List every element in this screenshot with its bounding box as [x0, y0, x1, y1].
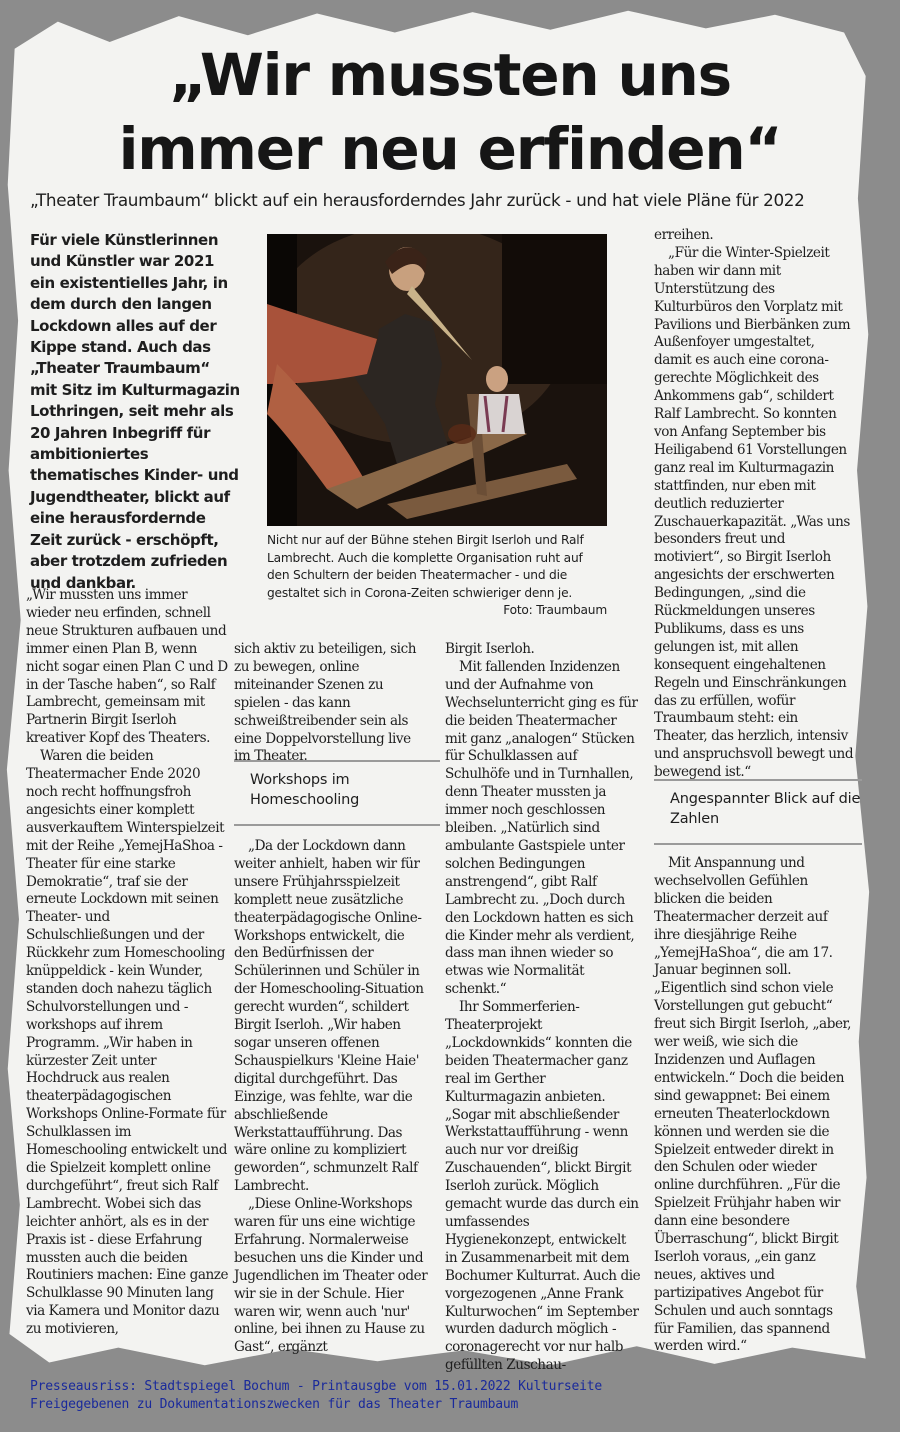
photo-caption	[267, 532, 607, 620]
column-2	[234, 838, 430, 1357]
subheadline: „Theater Traumbaum“ blickt auf ein herausforderndes Jahr zurück - und hat viele Pläne für 2022	[30, 190, 805, 210]
paragraph: „Wir mussten uns immer wieder neu erfinden, schnell neue Strukturen aufbauen und immer einen Plan B, wenn nicht sogar einen Plan C und D in der Tasche haben“, so Ralf Lambrecht, gemeinsam mit Partnerin Birgit Iserloh kreativer Kopf des Theaters.	[26, 587, 228, 747]
photo-credit: Foto: Traumbaum	[503, 603, 607, 618]
headline-line-2: immer neu erfinden“	[118, 115, 782, 183]
paragraph: „Diese Online-Workshops waren für uns eine wichtige Erfahrung. Normalerweise besuchen uns die Kinder und Jugendlichen im Theater oder wir sie in der Schule. Hier waren wir, wenn auch 'nur' online, bei ihnen zu Hause zu Gast“, ergänzt	[234, 1196, 428, 1356]
paragraph: Ihr Sommerferien-Theaterprojekt „Lockdownkids“ konnten die beiden Theatermacher ganz real im Gerther Kulturmagazin anbieten. „Sogar mit abschließender Werkstattaufführung - wenn auch nur vor dreißig Zuschauenden“, blickt Birgit Iserloh zurück. Möglich gemacht wurde das durch ein umfassendes Hygienekonzept, entwickelt in Zusammenarbeit mit dem Bochumer Kulturrat. Auch die vorgezogenen „Anne Frank Kulturwochen“ im September wurden dadurch möglich - coronagerecht vor nur halb gefüllten Zuschau-	[445, 999, 641, 1374]
column-3	[445, 641, 641, 1375]
stage-photo	[267, 234, 607, 526]
paragraph: sich aktiv zu beteiligen, sich zu bewegen, online miteinander Szenen zu spielen - das kann schweißtreibender sein als eine Doppelvorstellung live im Theater.	[234, 641, 417, 765]
paragraph: Mit fallenden Inzidenzen und der Aufnahme von Wechselunterricht ging es für die beiden Theatermacher mit ganz „analogen“ Stücken für Schulklassen auf Schulhöfe und in Turnhallen, denn Theater mussten ja immer noch geschlossen bleiben. „Natürlich sind ambulante Gastspiele unter solchen Bedingungen anstrengend“, gibt Ralf Lambrecht zu. „Doch durch den Lockdown hatten es sich die Kinder mehr als verdient, dass man ihnen wieder so etwas wie Normalität schenkt.“	[445, 658, 638, 998]
lead-paragraph: Für viele Künstlerinnen und Künstler war 2021 ein existentielles Jahr, in dem durch den langen Lockdown alles auf der Kippe stand. Auch das „Theater Traumbaum“ mit Sitz im Kulturmagazin Lothringen, seit mehr als 20 Jahren Inbegriff für ambitioniertes thematisches Kinder- und Jugendtheater, blickt auf eine herausfordernde Zeit zurück - erschöpft, aber trotzdem zufrieden und dankbar.	[30, 231, 240, 592]
subheading-workshops: Workshops im Homeschooling	[234, 760, 440, 826]
caption-text: Nicht nur auf der Bühne stehen Birgit Iserloh und Ralf Lambrecht. Auch die komplette Organisation ruht auf den Schultern der beiden Theatermacher - und die gestaltet sich in Corona-Zeiten schwieriger denn je.	[267, 533, 584, 600]
column-2-top	[234, 641, 430, 766]
subheading-outlook: Angespannter Blick auf die Zahlen	[654, 779, 862, 845]
paragraph: Mit Anspannung und wechselvollen Gefühlen blicken die beiden Theatermacher derzeit auf ihre diesjährige Reihe „YemejHaShoa“, die am 17. Januar beginnen soll. „Eigentlich sind schon viele Vorstellungen gut gebucht“ freut sich Birgit Iserloh, „aber, wer weiß, wie sich die Inzidenzen und Auflagen entwickeln.“ Doch die beiden sind gewappnet: Bei einem erneuten Theaterlockdown können und werden sie die Spielzeit entweder direkt in den Schulen oder wieder online durchführen. „Für die Spielzeit Frühjahr haben wir dann eine besondere Überraschung“, blickt Birgit Iserloh voraus, „ein ganz neues, aktives und partizipatives Angebot für Schulen und auch sonntags für Familien, das spannend werden wird.“	[654, 855, 851, 1355]
footer-line-2: Freigegebenen zu Dokumentationszwecken für das Theater Traumbaum	[30, 1397, 519, 1412]
column-4	[654, 855, 854, 1356]
column-4-top	[654, 227, 854, 782]
headline	[40, 38, 860, 186]
paragraph: erreihen.	[654, 227, 714, 243]
paragraph: „Für die Winter-Spielzeit haben wir dann mit Unterstützung des Kulturbüros den Vorplatz mit Pavilions und Bierbänken zum Außenfoyer umgestaltet, damit es auch eine corona-gerechte Möglichkeit des Ankommens gab“, schildert Ralf Lambrecht. So konnten von Anfang September bis Heiligabend 61 Vorstellungen ganz real im Kulturmagazin stattfinden, nur eben mit deutlich reduzierter Zuschauerkapazität. „Was uns besonders freut und motiviert“, so Birgit Iserloh angesichts der erschwerten Bedingungen, „sind die Rückmeldungen unseres Publikums, dass es uns gelungen ist, mit allen konsequent eingehaltenen Regeln und Einschränkungen das zu erfüllen, wofür Traumbaum steht: ein Theater, das herzlich, intensiv und anspruchsvoll bewegt und bewegend ist.“	[654, 244, 854, 781]
footer-line-1: Presseausriss: Stadtspiegel Bochum - Printausgbe vom 15.01.2022 Kulturseite	[30, 1379, 602, 1394]
paragraph: Birgit Iserloh.	[445, 641, 535, 657]
paragraph: „Da der Lockdown dann weiter anhielt, haben wir für unsere Frühjahrsspielzeit komplett neue zusätzliche theaterpädagogische Online-Workshops entwickelt, die den Bedürfnissen der Schülerinnen und Schüler in der Homeschooling-Situation gerecht wurden“, schildert Birgit Iserloh. „Wir haben sogar unseren offenen Schauspielkurs 'Kleine Haie' digital durchgeführt. Das Einzige, was fehlte, war die abschließende Werkstattaufführung. Das wäre online zu kompliziert geworden“, schmunzelt Ralf Lambrecht.	[234, 838, 424, 1195]
stage-photo-illustration	[267, 234, 607, 526]
column-1	[26, 587, 232, 1339]
press-footer	[30, 1378, 602, 1414]
paragraph: Waren die beiden Theatermacher Ende 2020 noch recht hoffnungsfroh angesichts einer komplett ausverkauftem Winterspielzeit mit der Reihe „YemejHaShoa - Theater für eine starke Demokratie“, traf sie der erneute Lockdown mit seinen Theater- und Schulschließungen und der Rückkehr zum Homeschooling knüppeldick - kein Wunder, standen doch nahezu täglich Schulvorstellungen und -workshops auf ihrem Programm. „Wir haben in kürzester Zeit unter Hochdruck aus realen theaterpädagogischen Workshops Online-Formate für Schulklassen im Homeschooling entwickelt und die Spielzeit komplett online durchgeführt“, freut sich Ralf Lambrecht. Wobei sich das leichter anhört, als es in der Praxis ist - diese Erfahrung mussten auch die beiden Routiniers machen: Eine ganze Schulklasse 90 Minuten lang via Kamera und Monitor dazu zu motivieren,	[26, 748, 229, 1338]
headline-line-1: „Wir mussten uns	[169, 41, 731, 109]
